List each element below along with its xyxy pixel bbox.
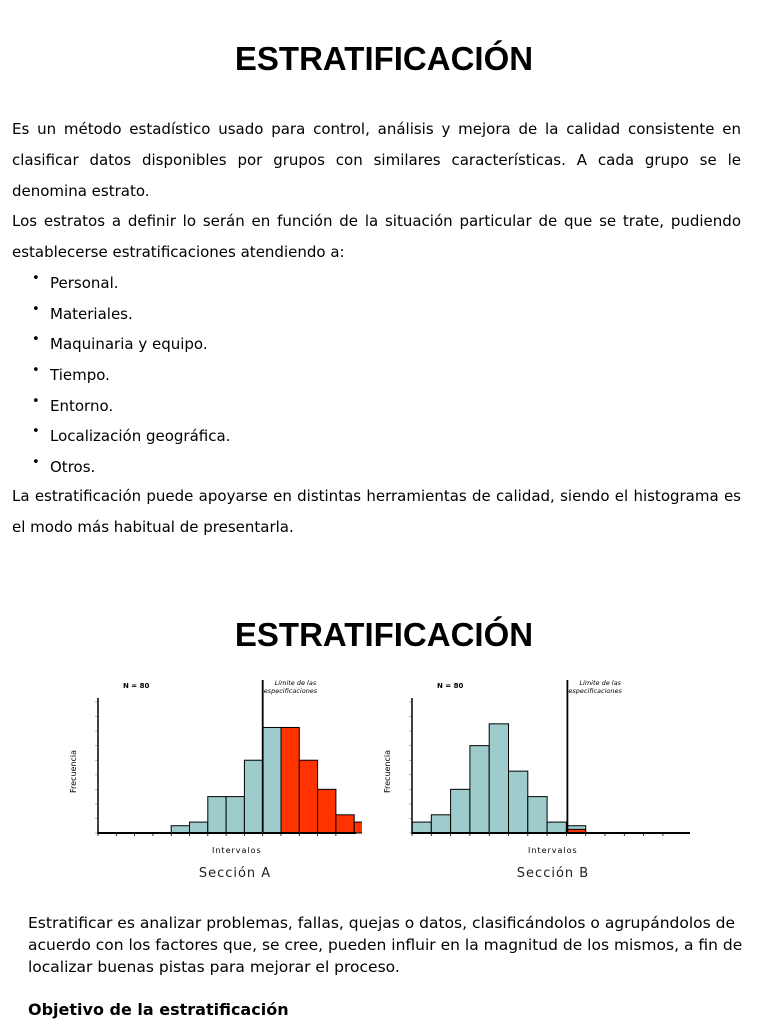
out-of-spec-bar: [281, 727, 299, 833]
histogram-bar: [431, 815, 450, 833]
x-axis-label: Intervalos: [528, 846, 578, 855]
histogram-bar: [226, 797, 244, 833]
spec-limit-label: especificaciones: [263, 687, 318, 695]
histogram-seccion-b: [380, 672, 700, 862]
strata-list: [30, 268, 230, 483]
list-item: • Otros.: [30, 452, 230, 483]
list-item: • Tiempo.: [30, 360, 230, 391]
spec-limit-label: Límite de las: [274, 679, 317, 687]
n-label: N = 80: [123, 682, 150, 690]
list-item: • Personal.: [30, 268, 230, 299]
strata-paragraph: Los estratos a definir lo serán en función de la situación particular de que se trate, pudiendo establecerse estratificaciones atendiendo a:: [12, 212, 741, 261]
list-item: • Entorno.: [30, 391, 230, 422]
histogram-bar: [171, 826, 189, 833]
bullet-icon: •: [32, 271, 40, 286]
bullet-icon: •: [32, 332, 40, 348]
bullet-icon: •: [32, 424, 40, 440]
spec-limit-label: Límite de las: [579, 679, 621, 687]
histogram-bar: [489, 724, 508, 833]
bullet-icon: •: [32, 393, 40, 409]
histogram-seccion-a: [62, 672, 362, 862]
histogram-bar: [451, 789, 470, 833]
caption-seccion-a: Sección A: [198, 866, 272, 881]
histogram-bar: [412, 822, 431, 833]
histogram-bar: [208, 797, 226, 833]
histogram-bar: [547, 822, 566, 833]
intro-paragraph: Es un método estadístico usado para control, análisis y mejora de la calidad consistente en clasificar datos disponibles por grupos con similares características. A cada grupo se le denomina estrato.: [12, 120, 741, 200]
slide2-title: ESTRATIFICACIÓN: [234, 616, 534, 653]
list-item: • Maquinaria y equipo.: [30, 329, 230, 360]
caption-seccion-b: Sección B: [516, 866, 590, 881]
bullet-icon: •: [32, 363, 40, 379]
out-of-spec-bar: [318, 789, 336, 833]
spec-limit-label: especificaciones: [568, 687, 622, 695]
list-item: • Localización geográfica.: [30, 421, 230, 452]
y-axis-label: Frecuencia: [383, 749, 392, 793]
out-of-spec-bar: [299, 760, 317, 833]
histogram-bar: [470, 746, 489, 833]
histogram-bar: [263, 727, 281, 833]
closing-paragraph: La estratificación puede apoyarse en distintas herramientas de calidad, siendo el histograma es el modo más habitual de presentarla.: [12, 487, 741, 536]
histogram-bar: [509, 771, 528, 833]
bullet-icon: •: [32, 455, 40, 471]
objective-heading: Objetivo de la estratificación: [28, 1000, 289, 1019]
x-axis-label: Intervalos: [212, 846, 262, 855]
stratify-paragraph: Estratificar es analizar problemas, fallas, quejas o datos, clasificándolos o agrupándolos de acuerdo con los factores que, se cree, pueden influir en la magnitud de los mismos, a fin de localizar buenas pistas para mejorar el proceso.: [28, 914, 743, 976]
histogram-bar: [244, 760, 262, 833]
n-label: N = 80: [437, 682, 464, 690]
histogram-bar: [190, 822, 208, 833]
list-item: • Materiales.: [30, 299, 230, 330]
bullet-icon: •: [32, 301, 40, 317]
histogram-bar: [528, 797, 547, 833]
out-of-spec-bar: [336, 815, 354, 833]
slide1-title: ESTRATIFICACIÓN: [234, 40, 534, 77]
y-axis-label: Frecuencia: [69, 749, 78, 793]
out-of-spec-bar: [354, 822, 362, 833]
